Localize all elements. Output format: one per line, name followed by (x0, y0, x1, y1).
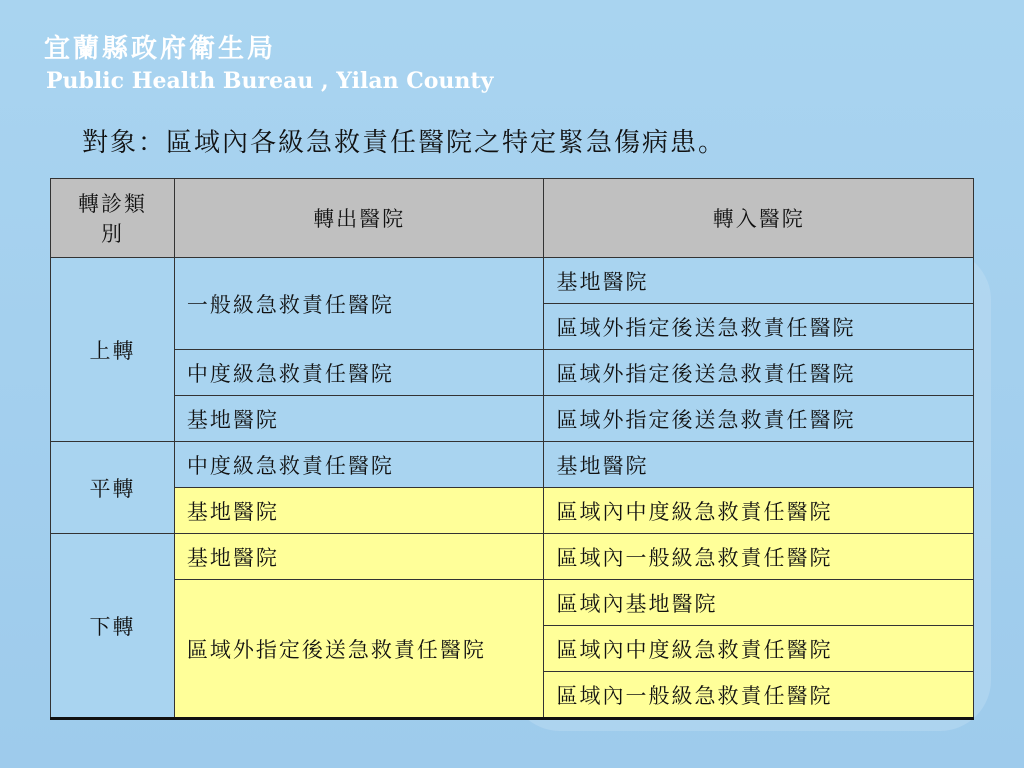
from-cell: 中度級急救責任醫院 (174, 442, 544, 488)
to-cell: 區域外指定後送急救責任醫院 (544, 350, 974, 396)
to-cell: 區域內中度級急救責任醫院 (544, 626, 974, 672)
table-row (51, 442, 974, 488)
to-cell: 區域外指定後送急救責任醫院 (544, 396, 974, 442)
header-to: 轉入醫院 (544, 179, 974, 258)
from-cell: 中度級急救責任醫院 (174, 350, 544, 396)
from-cell: 基地醫院 (174, 396, 544, 442)
category-cell: 平轉 (51, 442, 175, 534)
org-name-chinese: 宜蘭縣政府衛生局 (44, 34, 277, 64)
table-row (51, 488, 974, 534)
category-cell: 上轉 (51, 258, 175, 442)
org-name-english: Public Health Bureau , Yilan County (46, 68, 494, 94)
header-from: 轉出醫院 (174, 179, 544, 258)
table-row (51, 580, 974, 626)
table-row (51, 534, 974, 580)
to-cell: 基地醫院 (544, 442, 974, 488)
referral-table (50, 178, 974, 720)
to-cell: 區域內基地醫院 (544, 580, 974, 626)
to-cell: 基地醫院 (544, 258, 974, 304)
table-row (51, 350, 974, 396)
from-cell: 基地醫院 (174, 534, 544, 580)
to-cell: 區域內一般級急救責任醫院 (544, 672, 974, 719)
from-cell: 區域外指定後送急救責任醫院 (174, 580, 544, 719)
from-cell: 基地醫院 (174, 488, 544, 534)
to-cell: 區域內一般級急救責任醫院 (544, 534, 974, 580)
table-row (51, 396, 974, 442)
header-category: 轉診類別 (51, 179, 175, 258)
category-cell: 下轉 (51, 534, 175, 719)
table-header-row (51, 179, 974, 258)
to-cell: 區域外指定後送急救責任醫院 (544, 304, 974, 350)
table-row (51, 258, 974, 304)
slide-subtitle: 對象：區域內各級急救責任醫院之特定緊急傷病患。 (82, 128, 727, 158)
from-cell: 一般級急救責任醫院 (174, 258, 544, 350)
to-cell: 區域內中度級急救責任醫院 (544, 488, 974, 534)
